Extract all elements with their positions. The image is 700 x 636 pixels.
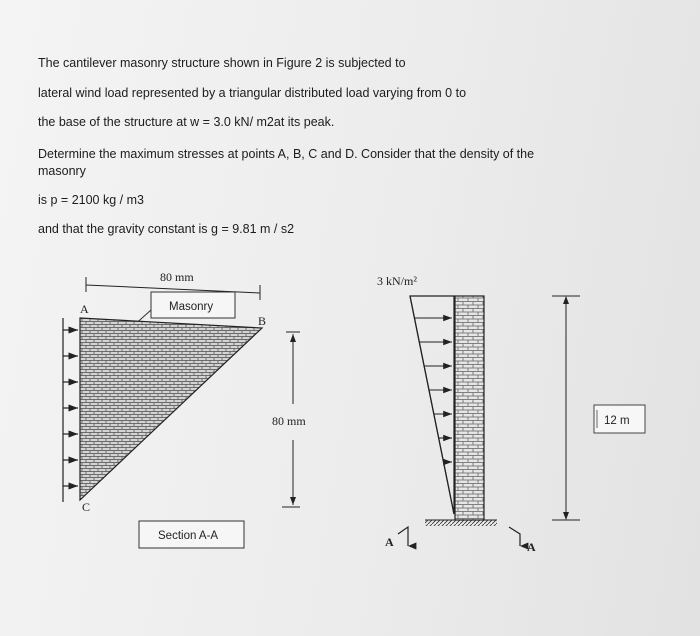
elevation-load-arrows [414, 318, 452, 462]
problem-line-7: and that the gravity constant is g = 9.81 m / s2 [38, 222, 295, 236]
problem-line-3: the base of the structure at w = 3.0 kN/ m2at its peak. [38, 115, 335, 129]
section-caption: Section A-A [158, 530, 219, 542]
elevation-diagram [377, 274, 645, 554]
problem-line-4: Determine the maximum stresses at points A, B, C and D. Consider that the density of the [38, 147, 535, 161]
masonry-label: Masonry [169, 301, 214, 313]
problem-line-5: masonry [38, 164, 86, 178]
ground-support [425, 520, 497, 526]
point-a-label: A [80, 302, 89, 316]
section-height-label: 80 mm [272, 414, 306, 428]
cut-label-right: A [527, 540, 536, 554]
wall-height-label: 12 m [604, 415, 630, 427]
section-width-label: 80 mm [160, 270, 194, 284]
load-label: 3 kN/m² [377, 274, 417, 288]
cut-label-left: A [385, 535, 394, 549]
section-cut-markers [398, 527, 520, 546]
problem-line-2: lateral wind load represented by a triangular distributed load varying from 0 to [38, 86, 467, 100]
section-diagram [63, 270, 306, 548]
problem-line-6: is p = 2100 kg / m3 [38, 193, 144, 207]
masonry-wall [455, 296, 484, 520]
problem-line-1: The cantilever masonry structure shown in Figure 2 is subjected to [38, 56, 406, 70]
wall-height-dimension [552, 296, 580, 520]
section-load-arrows [63, 318, 78, 502]
point-c-label: C [82, 500, 91, 514]
point-b-label: B [258, 314, 267, 328]
triangular-section [80, 318, 262, 500]
